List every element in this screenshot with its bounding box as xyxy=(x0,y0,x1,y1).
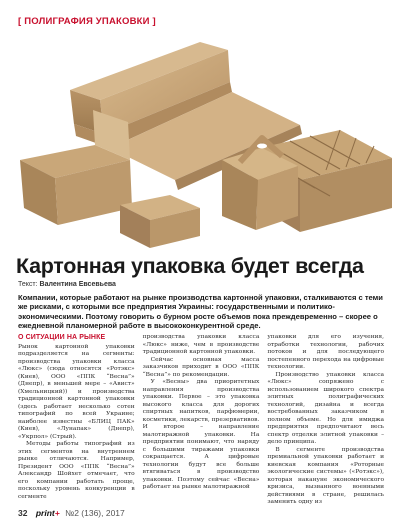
issue-info: №2 (136), 2017 xyxy=(65,508,125,518)
page-footer xyxy=(18,508,125,518)
paragraph: У «Весны» два приоритетных направления производства упаковки. Первое – это упаковка высокого класса для дорогих спиртных напитков, парфюмерии, косметики, лекарств, презервативов. И второе – направление малотиражной упаковки. На предприятии понимают, что наряду с большими тиражами упаковки сокращается. А цифровые технологии будут все больше втягиваться в производство упаковки. Поэтому сейчас «Весна» работает на рынке малотиражной xyxy=(142,379,260,490)
section-tag-bracket-close: ] xyxy=(152,16,156,27)
magazine-logo xyxy=(36,508,60,518)
article-lead: Компании, которые работают на рынке производства картонной упаковки, сталкиваются с теми же рисками, с которыми все предприятия Украины: государственными и политико-экономическими. Поэтому говорить о бурном росте объемов пока преждевременно – скорее о ежедневной планомерной работе в высококонкурентной среде. xyxy=(18,293,383,331)
section-subheading: О СИТУАЦИИ НА РЫНКЕ xyxy=(18,334,106,341)
page-number: 32 xyxy=(18,508,28,518)
paragraph: Производство упаковки класса «Люкс» сопряжено с использованием широкого спектра элитных полиграфических технологий, дизайна и всегда востребованных заказчиком в полном объеме. Но для имиджа предприятия предпочитают весь спектр отделки элитной упаковки – дело принципа. xyxy=(267,371,384,445)
paragraph: Методы работы типографий из этих сегментов на внутреннем рынке отличаются. Например, Президент ООО «ППК “Весна”» Александр Шойхет отмечает, что его компании работать проще, поскольку уровень конкуренции в сегменте xyxy=(18,441,135,500)
article-column-1 xyxy=(18,334,135,504)
paragraph: упаковки для его изучения, отработки технологии, рабочих потоков и для последующего постепенного перехода на цифровые технологии. xyxy=(267,334,384,370)
article-column-2 xyxy=(143,334,260,504)
paragraph: производства упаковки класса «Люкс» ниже, чем в производстве традиционной картонной упаковки. xyxy=(142,334,260,355)
packaging-hero-image xyxy=(0,30,400,252)
article-title: Картонная упаковка будет всегда xyxy=(16,254,364,278)
article-column-3 xyxy=(267,334,384,504)
author-label: Текст: xyxy=(18,281,38,288)
magazine-logo-text: print xyxy=(35,508,55,518)
section-tag-label: ПОЛИГРАФИЯ УПАКОВКИ xyxy=(24,16,150,27)
paragraph: В сегменте производства премиальной упаковки работает и киевская компания «Роторные экологические системы» («Ротэкс»), которая накануне экономического кризиса, вызванного военными действиями в стране, решилась заменить одну из xyxy=(267,446,384,504)
small-mailer-box xyxy=(120,195,200,248)
section-tag-bracket-open: [ xyxy=(18,16,22,27)
paragraph: Сейчас основная масса заказчиков приходит в ООО «ППК “Весна”» по рекомендации. xyxy=(142,356,260,378)
paragraph: Рынок картонной упаковки подразделяется на сегменты: производства упаковки класса «Люкс» (сюда относятся «Ротэкс» (Киев), ООО «ППК “Весна”» (Днепр), в меньшей мере – «Авист» (Хмельницкий)) и производства традиционной картонной упаковки (здесь работает несколько сотен типографий по всей Украине; наиболее известны «БЛИЦ ПАК» (Киев), «Лунапак» (Днепр), «Укрпол» (Стрый). xyxy=(18,343,135,440)
author-name: Валентина Евсевьева xyxy=(39,281,116,288)
section-tag xyxy=(18,16,156,27)
author-credit xyxy=(18,281,116,288)
magazine-logo-plus: + xyxy=(54,508,60,518)
article-body xyxy=(18,334,384,504)
